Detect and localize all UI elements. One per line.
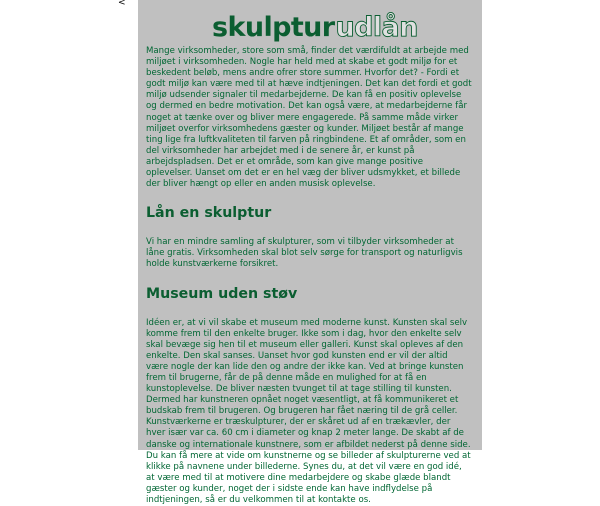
heading-museum-uden-stoev: Museum uden støv: [146, 286, 472, 303]
logo-graphic: [212, 9, 412, 43]
logo-text-udlaan: udlån: [335, 11, 417, 43]
section1-paragraph: Vi har en mindre samling af skulpturer, som vi tilbyder virksomheder at låne gratis. Virksomheden skal blot selv sørge for transport og naturligvis holde kunstværkerne forsikret.: [146, 237, 472, 270]
intro-paragraph: Mange virksomheder, store som små, finder det værdifuldt at arbejde med miljøet i virksomheden. Nogle har held med at skabe et godt miljø for et beskedent beløb, mens andre ofrer store summer. Hvorfor det? - Fordi et godt miljø kan være med til at hæve indtjeningen. Det kan det fordi et godt miljø udsender signaler til medarbejderne. De kan få en positiv oplevelse og dermed en bedre motivation. Det kan også være, at medarbejderne får noget at tænke over og bliver mere engagerede. På samme måde virker miljøet overfor virksomhedens gæster og kunder. Miljøet består af mange ting lige fra luftkvaliteten til farven på ringbindene. Et af områder, som en del virksomheder har arbejdet med i de senere år, er kunst på arbejdspladsen. Det er et område, som kan give mange positive oplevelser. Uanset om det er en hel væg der bliver udsmykket, et billede der bliver hængt op eller en anden musisk oplevelse.: [146, 46, 472, 190]
article-body: [146, 46, 472, 506]
section2-paragraph: Idéen er, at vi vil skabe et museum med moderne kunst. Kunsten skal selv komme frem til den enkelte bruger. Ikke som i dag, hvor den enkelte selv skal bevæge sig hen til et museum eller galleri. Kunst skal opleves af den enkelte. Den skal sanses. Uanset hvor god kunsten end er vil der altid være nogle der kan lide den og andre der ikke kan. Ved at bringe kunsten frem til brugerne, får de på denne måde en mulighed for at få en kunstoplevelse. De bliver næsten tvunget til at tage stilling til kunsten. Dermed har kunstneren opnået noget væsentligt, at få kommunikeret et budskab frem til brugeren. Og brugeren har fået næring til de grå celler. Kunstværkerne er træskulpturer, der er skåret ud af en trækævler, der hver især var ca. 60 cm i diameter og knap 2 meter lange. De skabt af de danske og internationale kunstnere, som er afbildet nederst på denne side. Du kan få mere at vide om kunstnerne og se billeder af skulpturerne ved at klikke på navnene under billederne. Synes du, at det vil være en god idé, at være med til at motivere dine medarbejdere og skabe glæde blandt gæster og kunder, noget der i sidste ende kan have indflydelse på indtjeningen, så er du velkommen til at kontakte os.: [146, 318, 472, 506]
content-panel: [138, 0, 482, 450]
logo-text-skulptur: skulptur: [212, 12, 336, 43]
site-logo[interactable]: [212, 9, 412, 43]
heading-laan-en-skulptur: Lån en skulptur: [146, 205, 472, 222]
corner-arrow-glyph: <: [118, 0, 126, 9]
